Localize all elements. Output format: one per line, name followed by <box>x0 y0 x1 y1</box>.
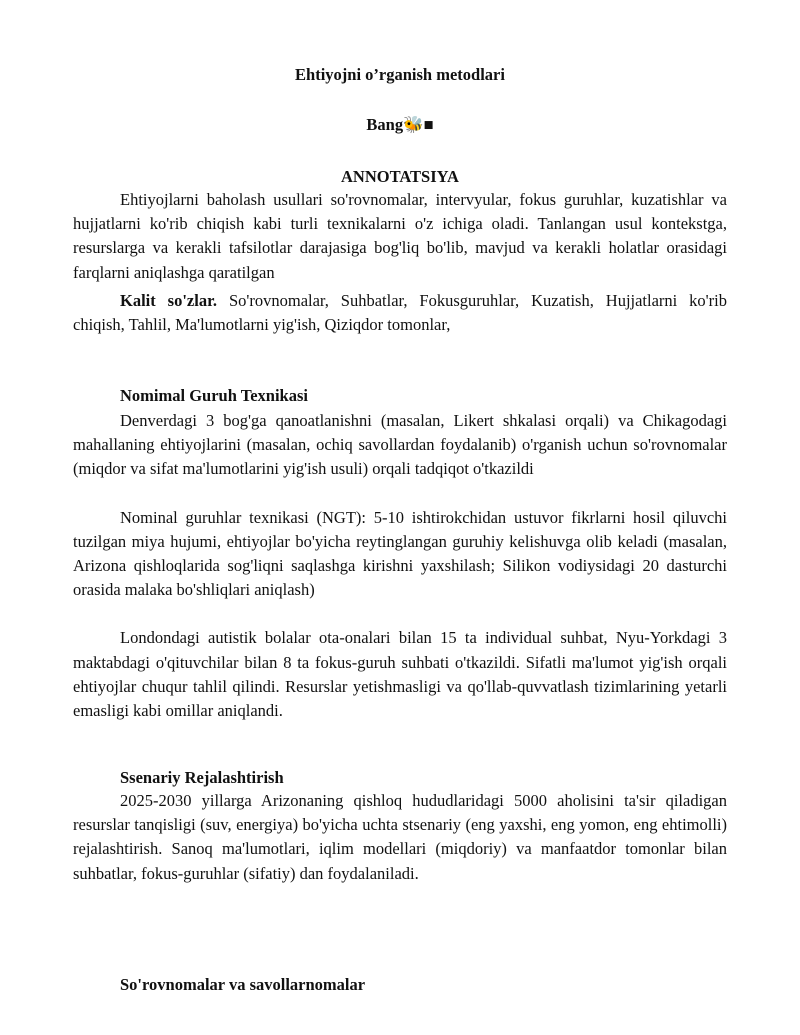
abstract-heading: ANNOTATSIYA <box>341 167 459 186</box>
abstract-block <box>73 188 727 337</box>
section-scenario-planning <box>73 789 727 886</box>
paragraph: 2025-2030 yillarga Arizonaning qishloq hududlaridagi 5000 aholisini ta'sir qiladigan resurslar tanqisligi (suv, energiya) bo'yicha uchta stsenariy (eng yaxshi, eng yomon, eng ehtimolli) rejalashtirish. Sanoq ma'lumotlari, iqlim modellari (miqdoriy) va manfaatdor tomonlar bilan suhbatlar, fokus-guruhlar (sifatiy) dan foydalaniladi. <box>73 791 727 883</box>
keywords-paragraph <box>73 289 727 337</box>
section-heading-scenario-planning: Ssenariy Rejalashtirish <box>120 768 284 787</box>
paragraph: Nominal guruhlar texnikasi (NGT): 5-10 ishtirokchidan ustuvor fikrlarni hosil qiluvchi tuzilgan miya hujumi, ehtiyojlar bo'yicha reytinglangan guruhiy kelishuvga olib keladi (masalan, Arizona qishloqlarida sog'liqni saqlashga kirishni yaxshilash; Silikon vodiysidagi 20 dasturchi orasida malaka bo'shliqlari aniqlash) <box>73 507 727 600</box>
document-title: Ehtiyojni o’rganish metodlari <box>295 65 505 84</box>
section-heading-nominal-group: Nomimal Guruh Texnikasi <box>120 386 308 405</box>
document-author: Bang🐝■ <box>366 115 434 134</box>
section-heading-surveys: So'rovnomalar va savollarnomalar <box>120 975 366 994</box>
abstract-paragraph: Ehtiyojlarni baholash usullari so'rovnomalar, intervyular, fokus guruhlar, kuzatishlar va hujjatlarni ko'rib chiqish kabi turli texnikalarni o'z ichiga oladi. Tanlangan usul kontekstga, resurslarga va kerakli tafsilotlar darajasiga bog'liq bo'lib, mavjud va kerakli holatlar orasidagi farqlarni aniqlashga qaratilgan <box>73 190 727 282</box>
keywords-label: Kalit so'zlar. <box>120 290 218 310</box>
keywords-text: So'rovnomalar, Suhbatlar, Fokusguruhlar, Kuzatish, Hujjatlarni ko'rib chiqish, Tahlil, Ma'lumotlarni yig'ish, Qiziqdor tomonlar, <box>73 290 727 335</box>
paragraph: Denverdagi 3 bog'ga qanoatlanishni (masalan, Likert shkalasi orqali) va Chikagodagi mahallaning ehtiyojlarini (masalan, ochiq savollardan foydalanib) o'rganish uchun so'rovnomalar (miqdor va sifat ma'lumotlarini yig'ish usuli) orqali tadqiqot o'tkazildi <box>73 411 727 479</box>
paragraph: Londondagi autistik bolalar ota-onalari bilan 15 ta individual suhbat, Nyu-Yorkdagi 3 maktabdagi o'qituvchilar bilan 8 ta fokus-guruh suhbati o'tkazildi. Sifatli ma'lumot yig'ish orqali ehtiyojlar chuqur tahlil qilindi. Resurslar yetishmasligi va qo'llab-quvvatlash tizimlarining yetarli emasligi kabi omillar aniqlandi. <box>73 628 727 721</box>
section-nominal-group <box>73 409 727 723</box>
